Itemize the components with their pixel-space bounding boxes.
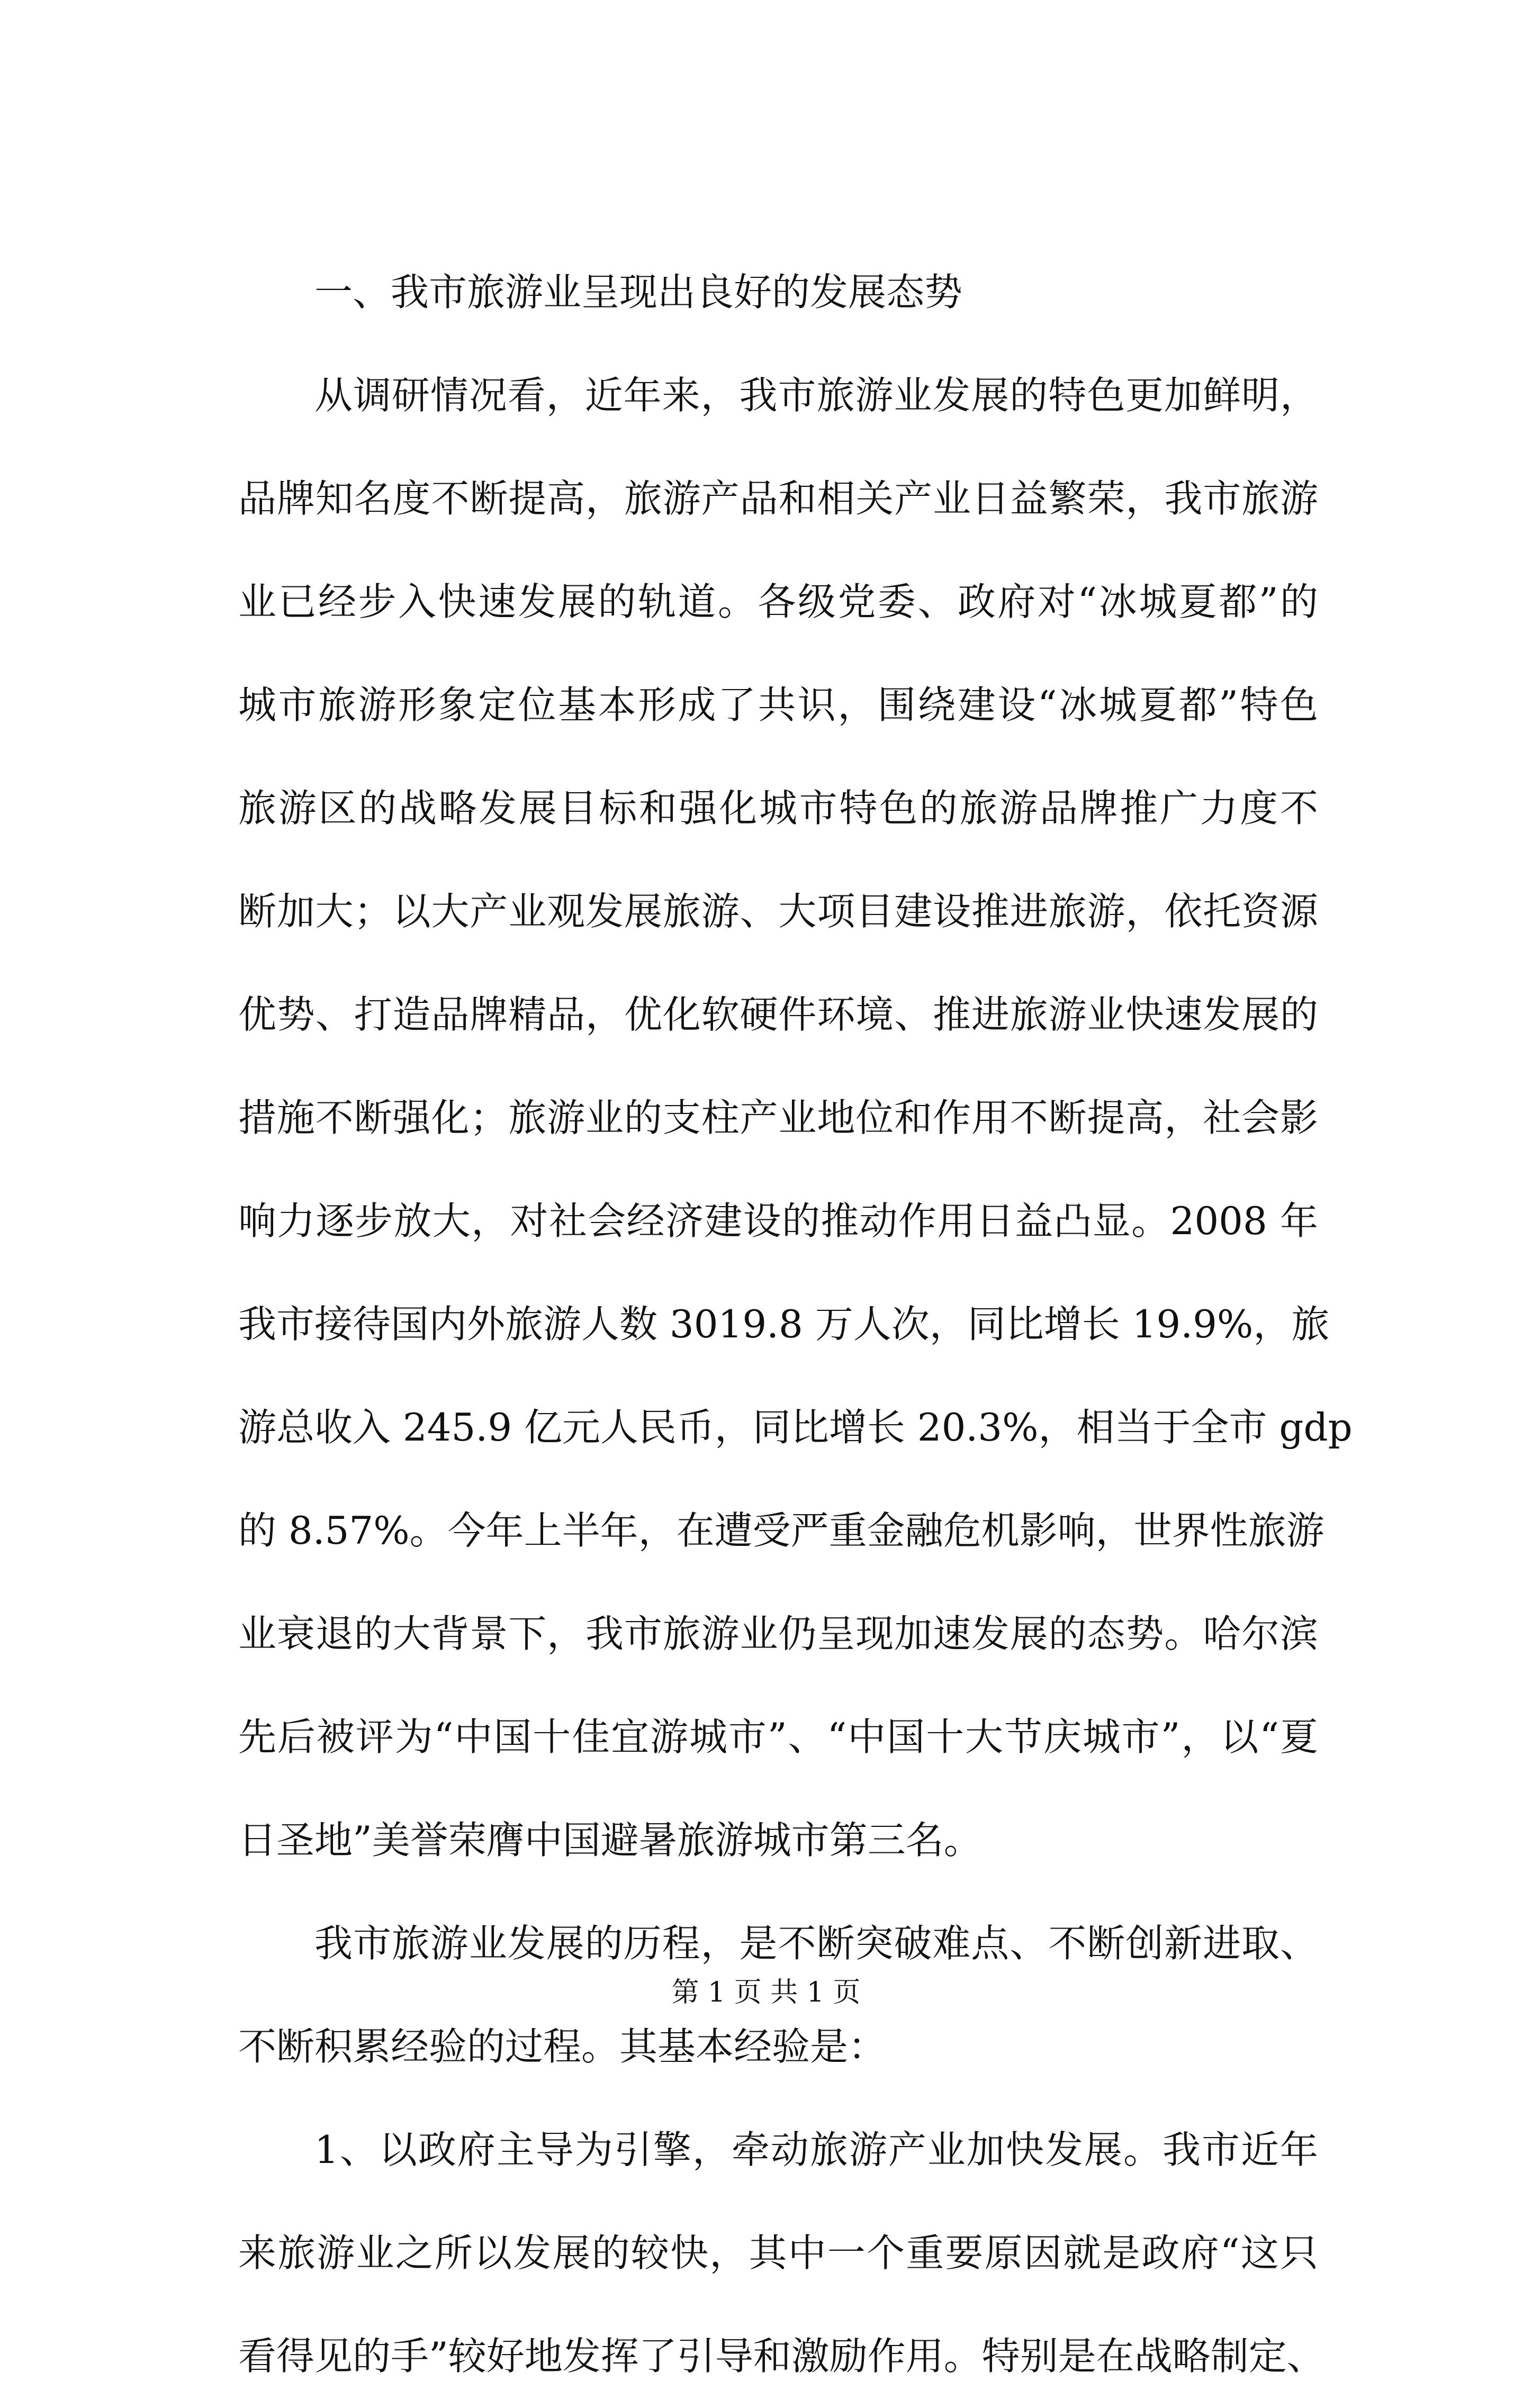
paragraph-line: 响力逐步放大，对社会经济建设的推动作用日益凸显。2008 年 (238, 1199, 1318, 1243)
paragraph-line: 业衰退的大背景下，我市旅游业仍呈现加速发展的态势。哈尔滨 (238, 1612, 1318, 1656)
paragraph-line: 品牌知名度不断提高，旅游产品和相关产业日益繁荣，我市旅游 (238, 476, 1318, 521)
paragraph-line: 从调研情况看，近年来，我市旅游业发展的特色更加鲜明， (314, 373, 1318, 418)
paragraph-line: 游总收入 245.9 亿元人民币，同比增长 20.3%，相当于全市 gdp (238, 1405, 1353, 1450)
paragraph-line: 我市接待国内外旅游人数 3019.8 万人次，同比增长 19.9%，旅 (238, 1302, 1330, 1346)
paragraph-overview (238, 344, 1353, 1892)
section-heading: 一、我市旅游业呈现出良好的发展态势 (314, 270, 963, 314)
page-footer: 第 1 页 共 1 页 (671, 1977, 861, 2008)
paragraph-line: 先后被评为“中国十佳宜游城市”、“中国十大节庆城市”，以“夏 (238, 1715, 1318, 1759)
paragraph-line: 断加大；以大产业观发展旅游、大项目建设推进旅游，依托资源 (238, 889, 1318, 934)
paragraph-line: 看得见的手”较好地发挥了引导和激励作用。特别是在战略制定、 (238, 2334, 1325, 2378)
paragraph-line: 不断积累经验的过程。其基本经验是： (238, 2024, 887, 2069)
paragraph-line: 措施不断强化；旅游业的支柱产业地位和作用不断提高，社会影 (238, 1096, 1318, 1140)
document-body (238, 241, 1353, 2408)
paragraph-line: 城市旅游形象定位基本形成了共识，围绕建设“冰城夏都”特色 (238, 683, 1318, 727)
paragraph-line: 业已经步入快速发展的轨道。各级党委、政府对“冰城夏都”的 (238, 580, 1318, 624)
paragraph-line: 的 8.57%。今年上半年，在遭受严重金融危机影响，世界性旅游 (238, 1508, 1324, 1553)
paragraph-experience-1 (238, 2098, 1325, 2408)
paragraph-line: 我市旅游业发展的历程，是不断突破难点、不断创新进取、 (314, 1921, 1318, 1966)
paragraph-line: 来旅游业之所以发展的较快，其中一个重要原因就是政府“这只 (238, 2231, 1318, 2275)
paragraph-line: 优势、打造品牌精品，优化软硬件环境、推进旅游业快速发展的 (238, 992, 1318, 1037)
paragraph-line: 旅游区的战略发展目标和强化城市特色的旅游品牌推广力度不 (238, 786, 1318, 830)
paragraph-line: 1、以政府主导为引擎，牵动旅游产业加快发展。我市近年 (314, 2128, 1318, 2172)
paragraph-line: 日圣地”美誉荣膺中国避暑旅游城市第三名。 (238, 1818, 982, 1862)
